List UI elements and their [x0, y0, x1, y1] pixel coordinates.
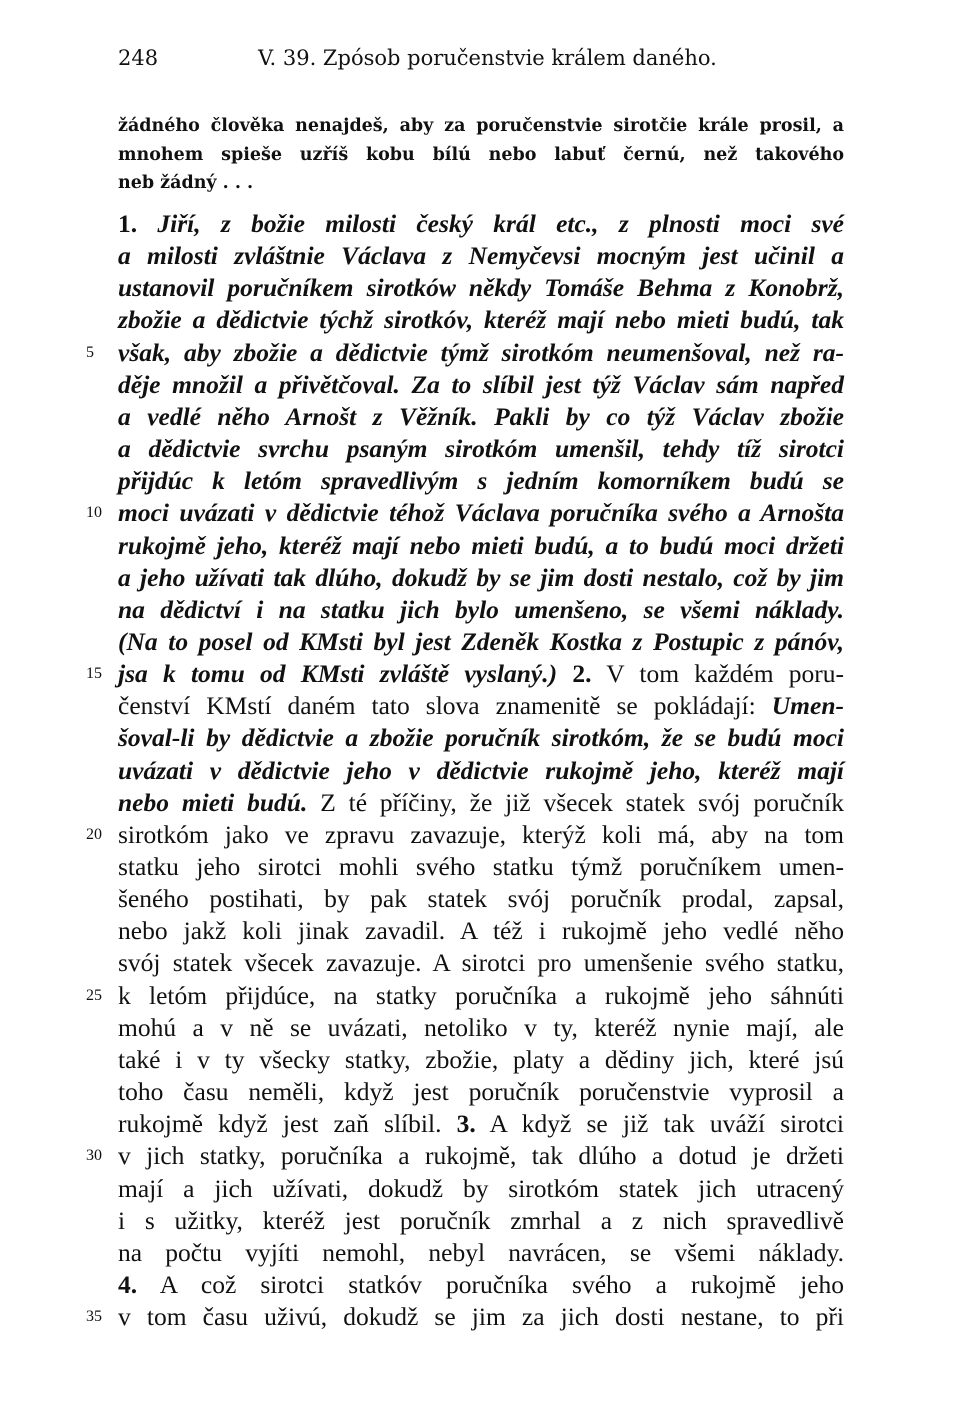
page-header	[118, 46, 844, 76]
section-number: 2.	[572, 659, 592, 688]
italic-text: děje množil a přivětčoval. Za to slíbil jest týž Václav sám napřed	[118, 370, 844, 399]
text-segment: mohú a v ně se uvázati, netoliko v ty, kteréž nynie mají, ale	[118, 1013, 844, 1042]
text-line	[118, 722, 844, 754]
text-line	[118, 1012, 844, 1044]
text-segment: nebo jakž koli jinak zavadil. A též i rukojmě jeho vedlé něho	[118, 916, 844, 945]
italic-text: šoval-li by dědictvie a zbožie poručník sirotkóm, že se budú moci	[118, 723, 844, 752]
italic-text: ustanovil poručníkem sirotków někdy Tomáše Behma z Konobrž,	[118, 273, 844, 302]
footnote-line: mnohem spieše uzříš kobu bílú nebo labuť černú, než takového	[118, 144, 844, 165]
text-segment: mají a jich užívati, dokudž by sirotkóm statek jich utracený	[118, 1174, 844, 1203]
italic-text: a dědictvie svrchu psaným sirotkóm umenšil, tehdy tíž sirotci	[118, 434, 844, 463]
text-segment: A když se již tak uváží sirotci	[475, 1109, 844, 1138]
text-line	[118, 272, 844, 304]
italic-text: rukojmě jeho, kteréž mají nebo mieti budú, a to budú moci držeti	[118, 531, 844, 560]
text-line	[118, 465, 844, 497]
page-number: 248	[118, 46, 159, 70]
text-line	[118, 594, 844, 626]
text-segment: statku jeho sirotci mohli svého statku týmž poručníkem umen-	[118, 852, 844, 881]
text-line	[118, 658, 844, 690]
italic-text: (Na to posel od KMsti byl jest Zdeněk Kostka z Postupic z pánóv,	[118, 627, 844, 656]
text-line	[118, 755, 844, 787]
italic-text: však, aby zbožie a dědictvie týmž sirotkóm neumenšoval, než ra-	[118, 338, 844, 367]
text-segment: rukojmě když jest zaň slíbil.	[118, 1109, 457, 1138]
text-line	[118, 915, 844, 947]
footnote-line: neb žádný . . .	[118, 173, 254, 193]
italic-text: a milosti zvláštnie Václava z Nemyčevsi mocným jest učinil a	[118, 241, 844, 270]
text-line	[118, 562, 844, 594]
section-number: 3.	[456, 1109, 476, 1138]
italic-text: zbožie a dědictvie týchž sirotkóv, kteréž mají nebo mieti budú, tak	[118, 305, 844, 334]
text-segment: sirotkóm jako ve zpravu zavazuje, kterýž koli má, aby na tom	[118, 820, 844, 849]
text-line	[118, 369, 844, 401]
text-line	[118, 947, 844, 979]
text-line	[118, 980, 844, 1012]
text-segment: na počtu vyjíti nemohl, nebyl navrácen, se všemi náklady.	[118, 1238, 844, 1267]
line-number: 5	[86, 344, 94, 361]
italic-text: uvázati v dědictvie jeho v dědictvie rukojmě jeho, kteréž mají	[118, 756, 844, 785]
text-line	[118, 851, 844, 883]
italic-text: jsa k tomu od KMsti zvláště vyslaný.)	[118, 659, 573, 688]
text-line	[118, 240, 844, 272]
text-segment: toho času neměli, když jest poručník poručenstvie vyprosil a	[118, 1077, 844, 1106]
text-line	[118, 1237, 844, 1269]
italic-text: na dědictví i na statku jich bylo umenšeno, se všemi náklady.	[118, 595, 844, 624]
text-line	[118, 1301, 844, 1333]
footnote-line: žádného člověka nenajdeš, aby za poručenstvie sirotčie krále prosil, a	[118, 116, 844, 136]
text-segment: Z té příčiny, že již všecek statek svój poručník	[307, 788, 844, 817]
line-number: 20	[86, 826, 102, 843]
text-segment: také i v ty všecky statky, zbožie, platy a dědiny jich, které jsú	[118, 1045, 844, 1074]
footnote-continuation	[118, 112, 844, 198]
running-title: V. 39. Zpósob poručenstvie králem daného.	[258, 46, 717, 70]
text-segment: čenství KMstí daném tato slova znamenitě se pokládají:	[118, 691, 772, 720]
italic-text: nebo mieti budú.	[118, 788, 308, 817]
text-line	[118, 208, 844, 240]
text-line	[118, 530, 844, 562]
line-number: 25	[86, 987, 102, 1004]
section-number: 4.	[118, 1270, 138, 1299]
italic-text: Jiří, z božie milosti český král etc., z plnosti moci své	[157, 209, 845, 238]
text-segment: k letóm přijdúce, na statky poručníka a rukojmě jeho sáhnúti	[118, 981, 844, 1010]
text-line	[118, 1205, 844, 1237]
text-segment: svój statek všecek zavazuje. A sirotci pro umenšenie svého statku,	[118, 948, 844, 977]
text-line	[118, 787, 844, 819]
text-line	[118, 690, 844, 722]
text-segment: v jich statky, poručníka a rukojmě, tak dlúho a dotud je držeti	[118, 1141, 844, 1170]
section-number: 1.	[118, 209, 158, 238]
text-line	[118, 1076, 844, 1108]
text-segment: V tom každém poru-	[591, 659, 844, 688]
text-line	[118, 1044, 844, 1076]
text-line	[118, 1173, 844, 1205]
text-line	[118, 433, 844, 465]
italic-text: Umen-	[771, 691, 844, 720]
line-number: 30	[86, 1147, 102, 1164]
text-line	[118, 1140, 844, 1172]
line-number: 10	[86, 504, 102, 521]
italic-text: přijdúc k letóm spravedlivým s jedním komorníkem budú se	[118, 466, 844, 495]
text-segment: šeného postihati, by pak statek svój poručník prodal, zapsal,	[118, 884, 844, 913]
line-number: 15	[86, 665, 102, 682]
text-segment: i s užitky, kteréž jest poručník zmrhal a z nich spravedlivě	[118, 1206, 844, 1235]
text-line	[118, 1269, 844, 1301]
text-line	[118, 401, 844, 433]
text-line	[118, 883, 844, 915]
italic-text: a vedlé něho Arnošt z Věžník. Pakli by co týž Václav zbožie	[118, 402, 844, 431]
text-segment: v tom času uživú, dokudž se jim za jich dosti nestane, to při	[118, 1302, 844, 1331]
text-line	[118, 1108, 844, 1140]
italic-text: moci uvázati v dědictvie téhož Václava poručníka svého a Arnošta	[118, 498, 844, 527]
text-line	[118, 304, 844, 336]
line-number: 35	[86, 1308, 102, 1325]
text-line	[118, 497, 844, 529]
text-line	[118, 626, 844, 658]
italic-text: a jeho užívati tak dlúho, dokudž by se jim dosti nestalo, což by jim	[118, 563, 844, 592]
text-line	[118, 337, 844, 369]
text-segment: A což sirotci statkóv poručníka svého a rukojmě jeho	[137, 1270, 844, 1299]
text-line	[118, 819, 844, 851]
